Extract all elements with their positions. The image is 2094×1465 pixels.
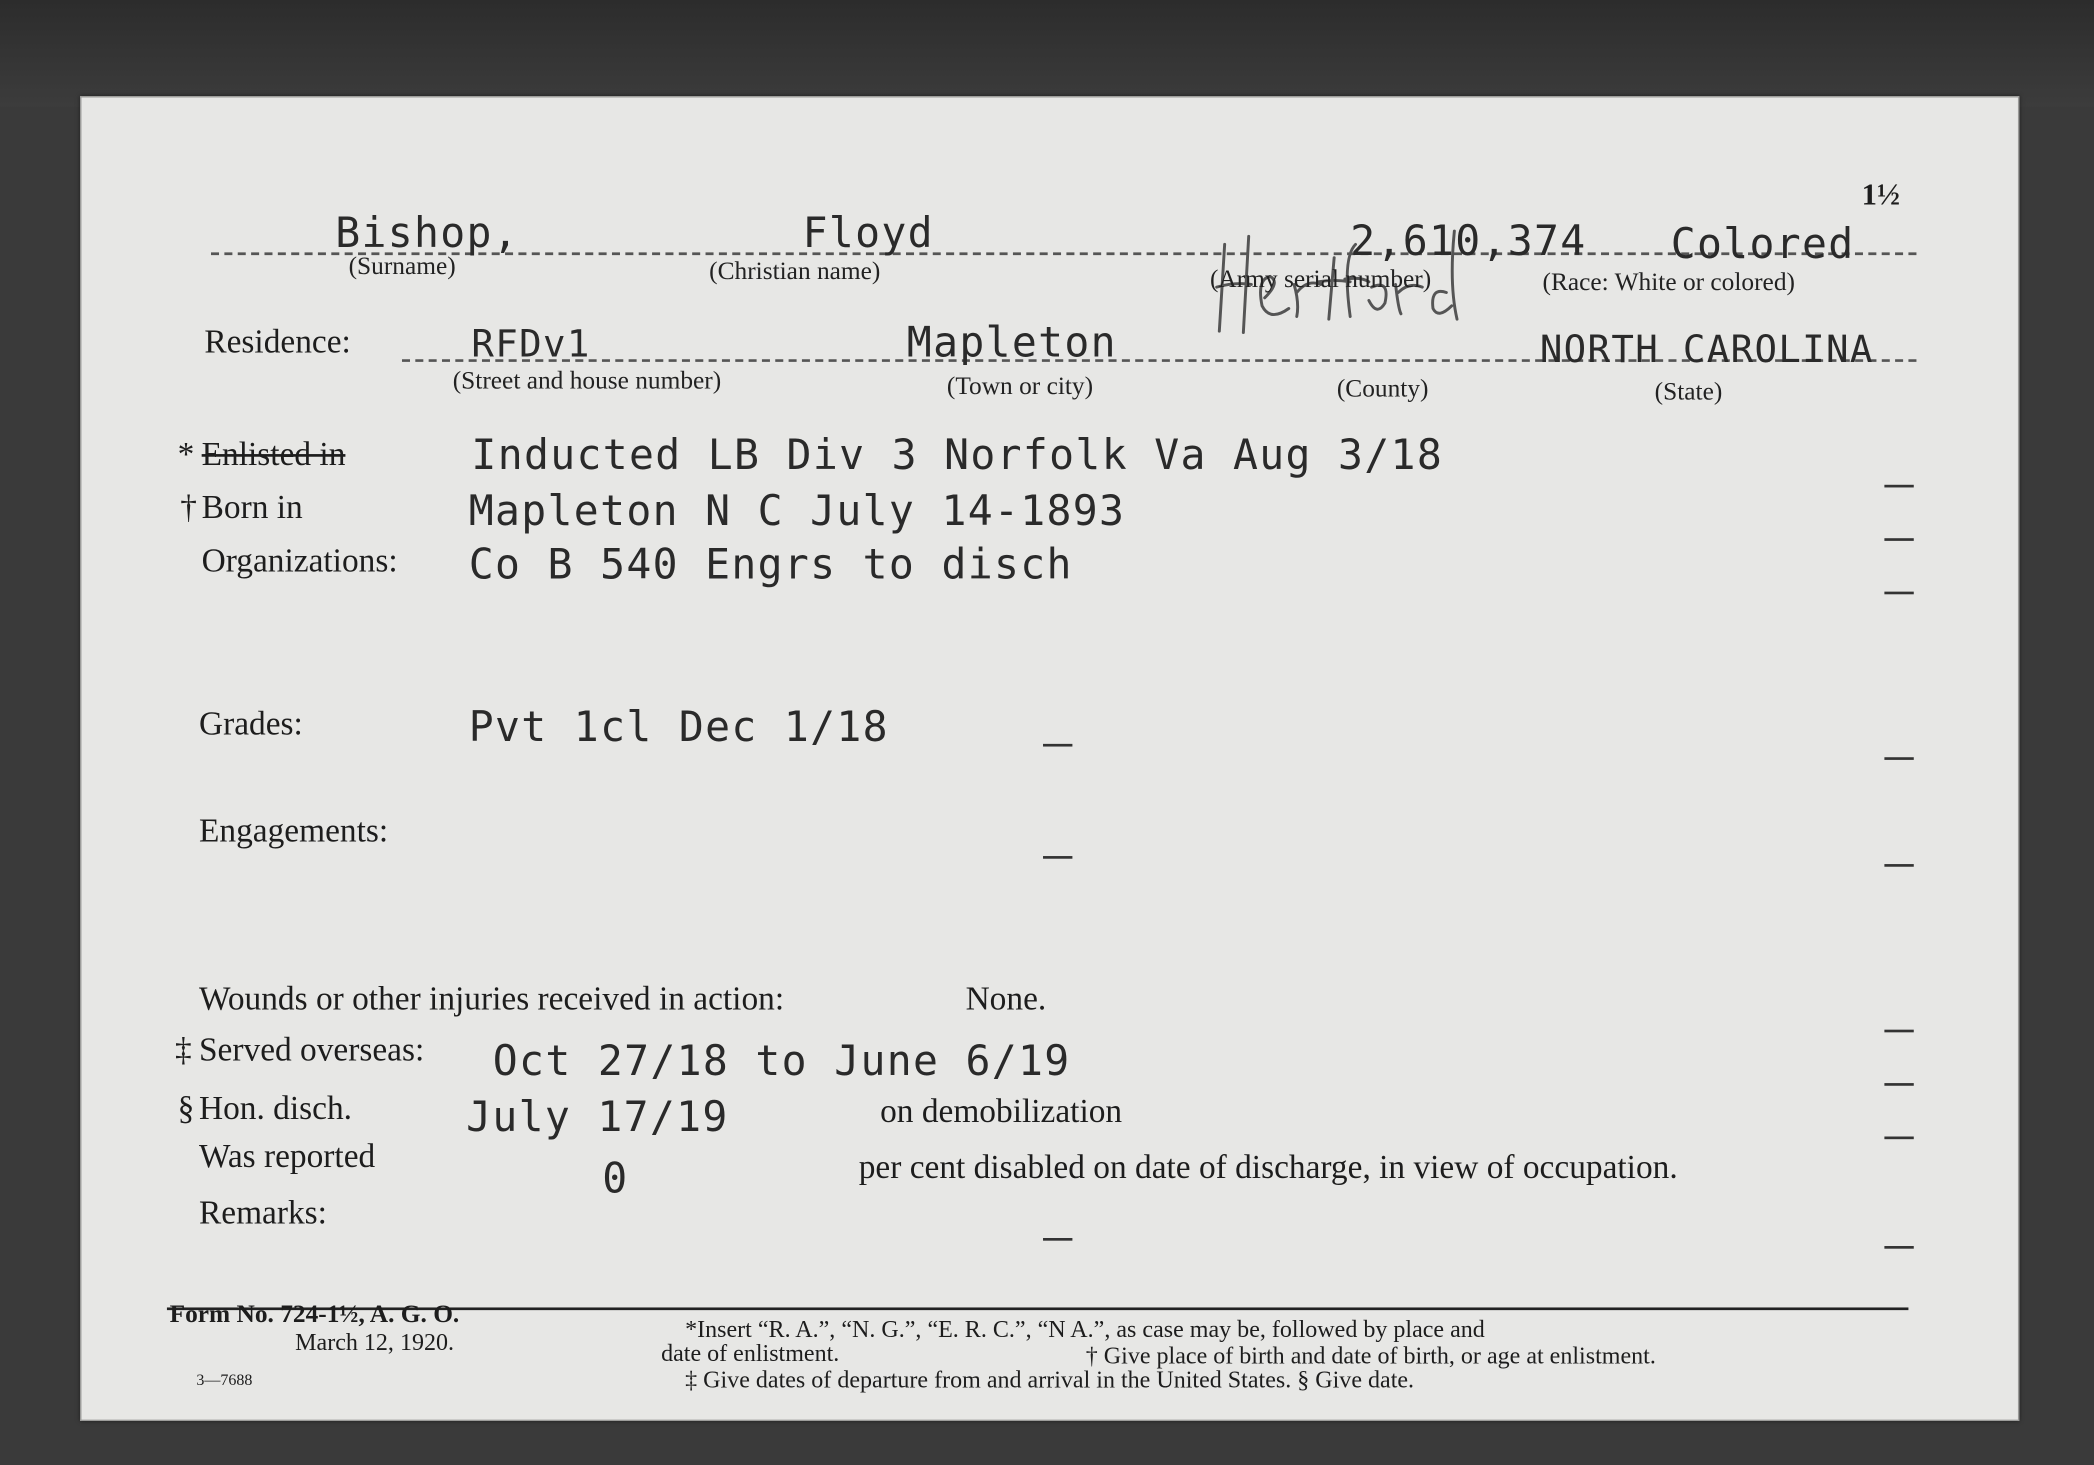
margin-dash — [1884, 1137, 1913, 1140]
organizations-value: Co B 540 Engrs to disch — [468, 540, 1073, 589]
enlisted-label: Enlisted in — [201, 436, 346, 473]
surname-value: Bishop, — [335, 209, 520, 258]
enlisted-value: Inducted LB Div 3 Norfolk Va Aug 3/18 — [471, 431, 1444, 480]
street-caption: (Street and house number) — [452, 367, 722, 396]
margin-dash — [1884, 485, 1913, 488]
inline-dash — [1043, 856, 1072, 859]
county-caption: (County) — [1336, 375, 1429, 404]
town-caption: (Town or city) — [946, 372, 1094, 401]
town-value: Mapleton — [906, 319, 1117, 368]
footnote-enlistment: date of enlistment. — [661, 1339, 840, 1367]
overseas-value: Oct 27/18 to June 6/19 — [492, 1037, 1071, 1086]
reported-value: 0 — [602, 1155, 629, 1204]
christian-name-caption: (Christian name) — [709, 257, 881, 286]
state-caption: (State) — [1654, 377, 1723, 406]
service-record-card — [80, 96, 2019, 1421]
organizations-label: Organizations: — [201, 543, 398, 580]
remarks-label: Remarks: — [198, 1195, 327, 1232]
scan-background — [0, 0, 2094, 107]
hon-disch-mark: § — [177, 1091, 195, 1128]
born-value: Mapleton N C July 14-1893 — [468, 487, 1126, 536]
born-label: Born in — [201, 490, 303, 527]
race-value: Colored — [1670, 220, 1855, 269]
wounds-value: None. — [965, 981, 1047, 1018]
wounds-label: Wounds or other injuries received in action: — [198, 981, 785, 1018]
hon-disch-reason: on demobilization — [880, 1093, 1123, 1130]
serial-caption: (Army serial number) — [1209, 265, 1432, 294]
form-number: Form No. 724-1½, A. G. O. — [169, 1300, 460, 1329]
reported-label: Was reported — [198, 1139, 376, 1176]
margin-dash — [1884, 1246, 1913, 1249]
reported-text: per cent disabled on date of discharge, in view of occupation. — [858, 1149, 1678, 1186]
print-code: 3—7688 — [196, 1370, 253, 1389]
grades-value: Pvt 1cl Dec 1/18 — [468, 703, 889, 752]
inline-dash — [1043, 744, 1072, 747]
footnote-overseas: ‡ Give dates of departure from and arrival in the United States. § Give date. — [685, 1366, 1415, 1393]
serial-number-value: 2,610,374 — [1350, 217, 1587, 266]
hon-disch-value: July 17/19 — [466, 1093, 729, 1142]
footnote-birth: † Give place of birth and date of birth, or age at enlistment. — [1085, 1342, 1656, 1369]
residence-label: Residence: — [204, 324, 351, 361]
street-value: RFDv1 — [471, 321, 591, 366]
inline-dash — [1043, 1238, 1072, 1241]
born-mark: † — [180, 490, 197, 527]
hon-disch-label: Hon. disch. — [198, 1091, 353, 1128]
form-date: March 12, 1920. — [295, 1328, 455, 1356]
tab-label: 1½ — [1861, 177, 1901, 212]
margin-dash — [1884, 1030, 1913, 1033]
race-caption: (Race: White or colored) — [1542, 268, 1795, 297]
state-value: NORTH CAROLINA — [1539, 327, 1874, 372]
margin-dash — [1884, 864, 1913, 867]
margin-dash — [1884, 592, 1913, 595]
overseas-mark: ‡ — [174, 1032, 192, 1069]
engagements-label: Engagements: — [198, 813, 389, 850]
margin-dash — [1884, 538, 1913, 541]
margin-dash — [1884, 1083, 1913, 1086]
footnote-insert: *Insert “R. A.”, “N. G.”, “E. R. C.”, “N A.”, as case may be, followed by place and — [685, 1315, 1485, 1343]
grades-label: Grades: — [198, 706, 303, 743]
surname-caption: (Surname) — [348, 252, 456, 281]
enlisted-mark: * — [177, 436, 195, 473]
margin-dash — [1884, 757, 1913, 760]
overseas-label: Served overseas: — [198, 1032, 425, 1069]
christian-name-value: Floyd — [802, 209, 934, 258]
